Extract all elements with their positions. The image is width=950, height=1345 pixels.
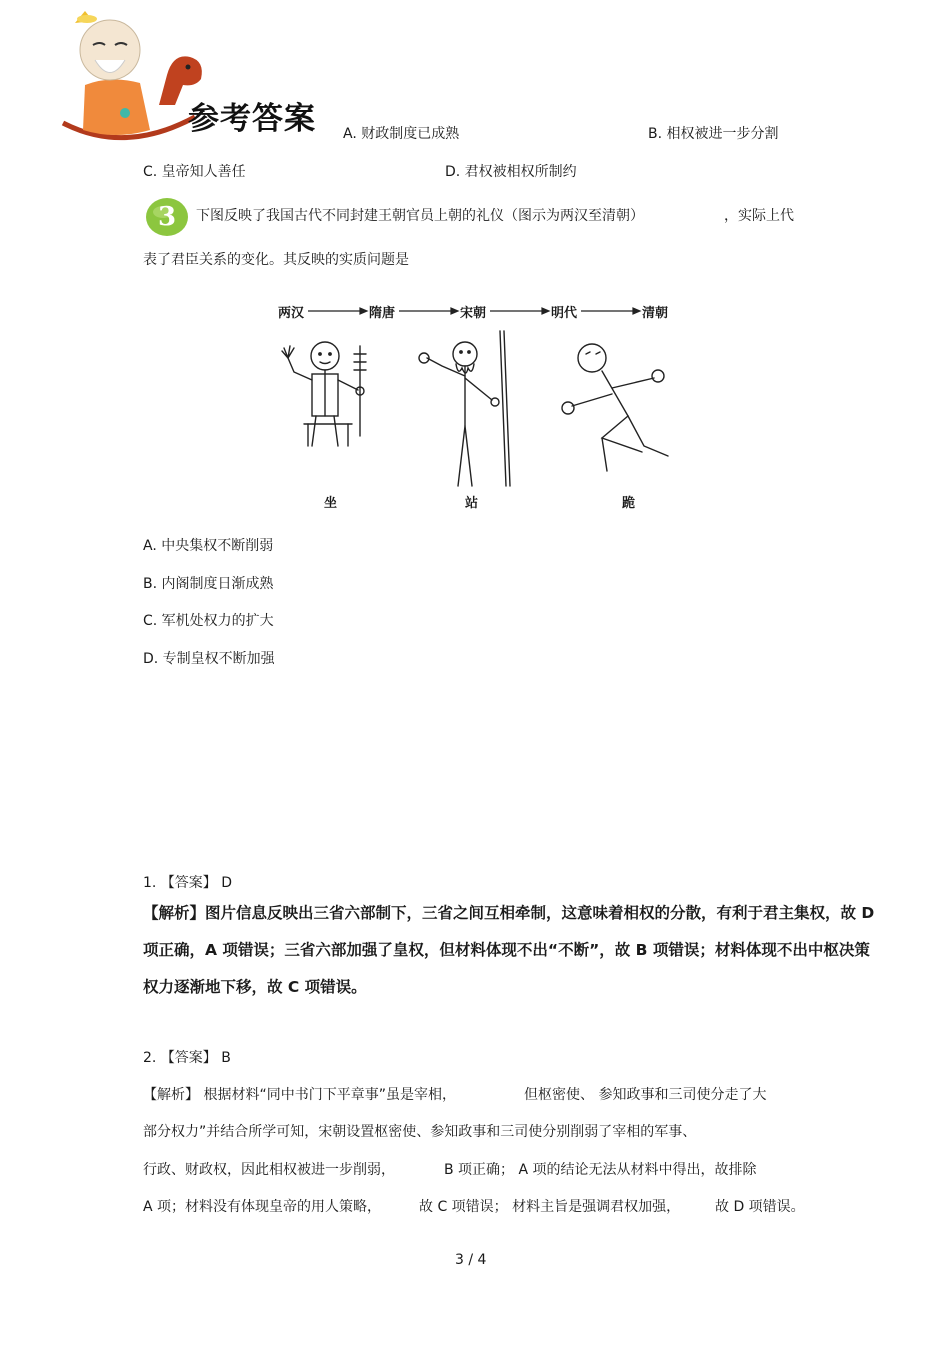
answer-1-analysis-line1: 【解析】图片信息反映出三省六部制下，三省之间互相牵制，这意味着相权的分散，有利于君主集权，故 D xyxy=(143,904,875,922)
answer-2-analysis-line3: 行政、财政权，因此相权被进一步削弱， xyxy=(143,1162,395,1178)
question-stem-line2: 表了君臣关系的变化。其反映的实质问题是 xyxy=(143,252,409,268)
answer-1-analysis-line2: 项正确，A 项错误；三省六部加强了皇权，但材料体现不出“不断”，故 B 项错误；材料体现不出中枢决策 xyxy=(143,941,870,959)
option-a: A. 中央集权不断削弱 xyxy=(143,538,274,554)
answer-2-label: 2. 【答案】 B xyxy=(143,1050,231,1066)
option-c: C. 皇帝知人善任 xyxy=(143,164,246,180)
dynasty-label: 宋朝 xyxy=(460,306,487,321)
answer-1-label: 1. 【答案】 D xyxy=(143,875,233,891)
question-number-badge xyxy=(145,197,189,237)
question-number: 3 xyxy=(157,202,177,232)
answer-2-analysis-line2: 部分权力”并结合所学可知，宋朝设置枢密使、参知政事和三司使分别削弱了宰相的军事、 xyxy=(143,1124,697,1140)
question-stem-line1: 下图反映了我国古代不同封建王朝官员上朝的礼仪（图示为两汉至清朝） xyxy=(196,208,644,224)
option-b: B. 内阁制度日渐成熟 xyxy=(143,576,274,592)
stick-figure-drawing xyxy=(272,296,677,514)
dynasty-label: 隋唐 xyxy=(369,306,396,321)
dynasty-label: 两汉 xyxy=(278,306,305,321)
posture-label: 坐 xyxy=(324,496,338,511)
court-etiquette-figure xyxy=(272,296,677,514)
answer-2-analysis-line4: A 项；材料没有体现皇帝的用人策略， xyxy=(143,1199,382,1215)
option-d: D. 专制皇权不断加强 xyxy=(143,651,275,667)
dynasty-label: 明代 xyxy=(551,306,578,321)
option-b: B. 相权被进一步分割 xyxy=(648,126,779,142)
question-stem-line1-tail: ，实际上代 xyxy=(724,208,794,224)
answer-2-analysis-line1: 【解析】 根据材料“同中书门下平章事”虽是宰相， xyxy=(143,1087,456,1103)
cartoon-rider-illustration xyxy=(55,5,205,150)
logo-title: 参考答案 xyxy=(188,101,316,137)
dynasty-label: 清朝 xyxy=(642,306,669,321)
answer-2-analysis-line4-mid: 故 C 项错误； 材料主旨是强调君权加强， xyxy=(419,1199,681,1215)
option-c: C. 军机处权力的扩大 xyxy=(143,613,274,629)
answer-2-analysis-line4-tail: 故 D 项错误。 xyxy=(715,1199,805,1215)
reference-answer-logo xyxy=(55,5,340,150)
posture-label: 跪 xyxy=(622,496,636,511)
answer-1-analysis-line3: 权力逐渐地下移，故 C 项错误。 xyxy=(143,978,367,996)
answer-2-analysis-line3-tail: B 项正确； A 项的结论无法从材料中得出，故排除 xyxy=(444,1162,757,1178)
posture-label: 站 xyxy=(465,496,479,511)
option-a: A. 财政制度已成熟 xyxy=(343,126,460,142)
option-d: D. 君权被相权所制约 xyxy=(445,164,577,180)
page-number: 3 / 4 xyxy=(455,1252,487,1268)
answer-2-analysis-line1-tail: 但枢密使、 参知政事和三司使分走了大 xyxy=(524,1087,767,1103)
